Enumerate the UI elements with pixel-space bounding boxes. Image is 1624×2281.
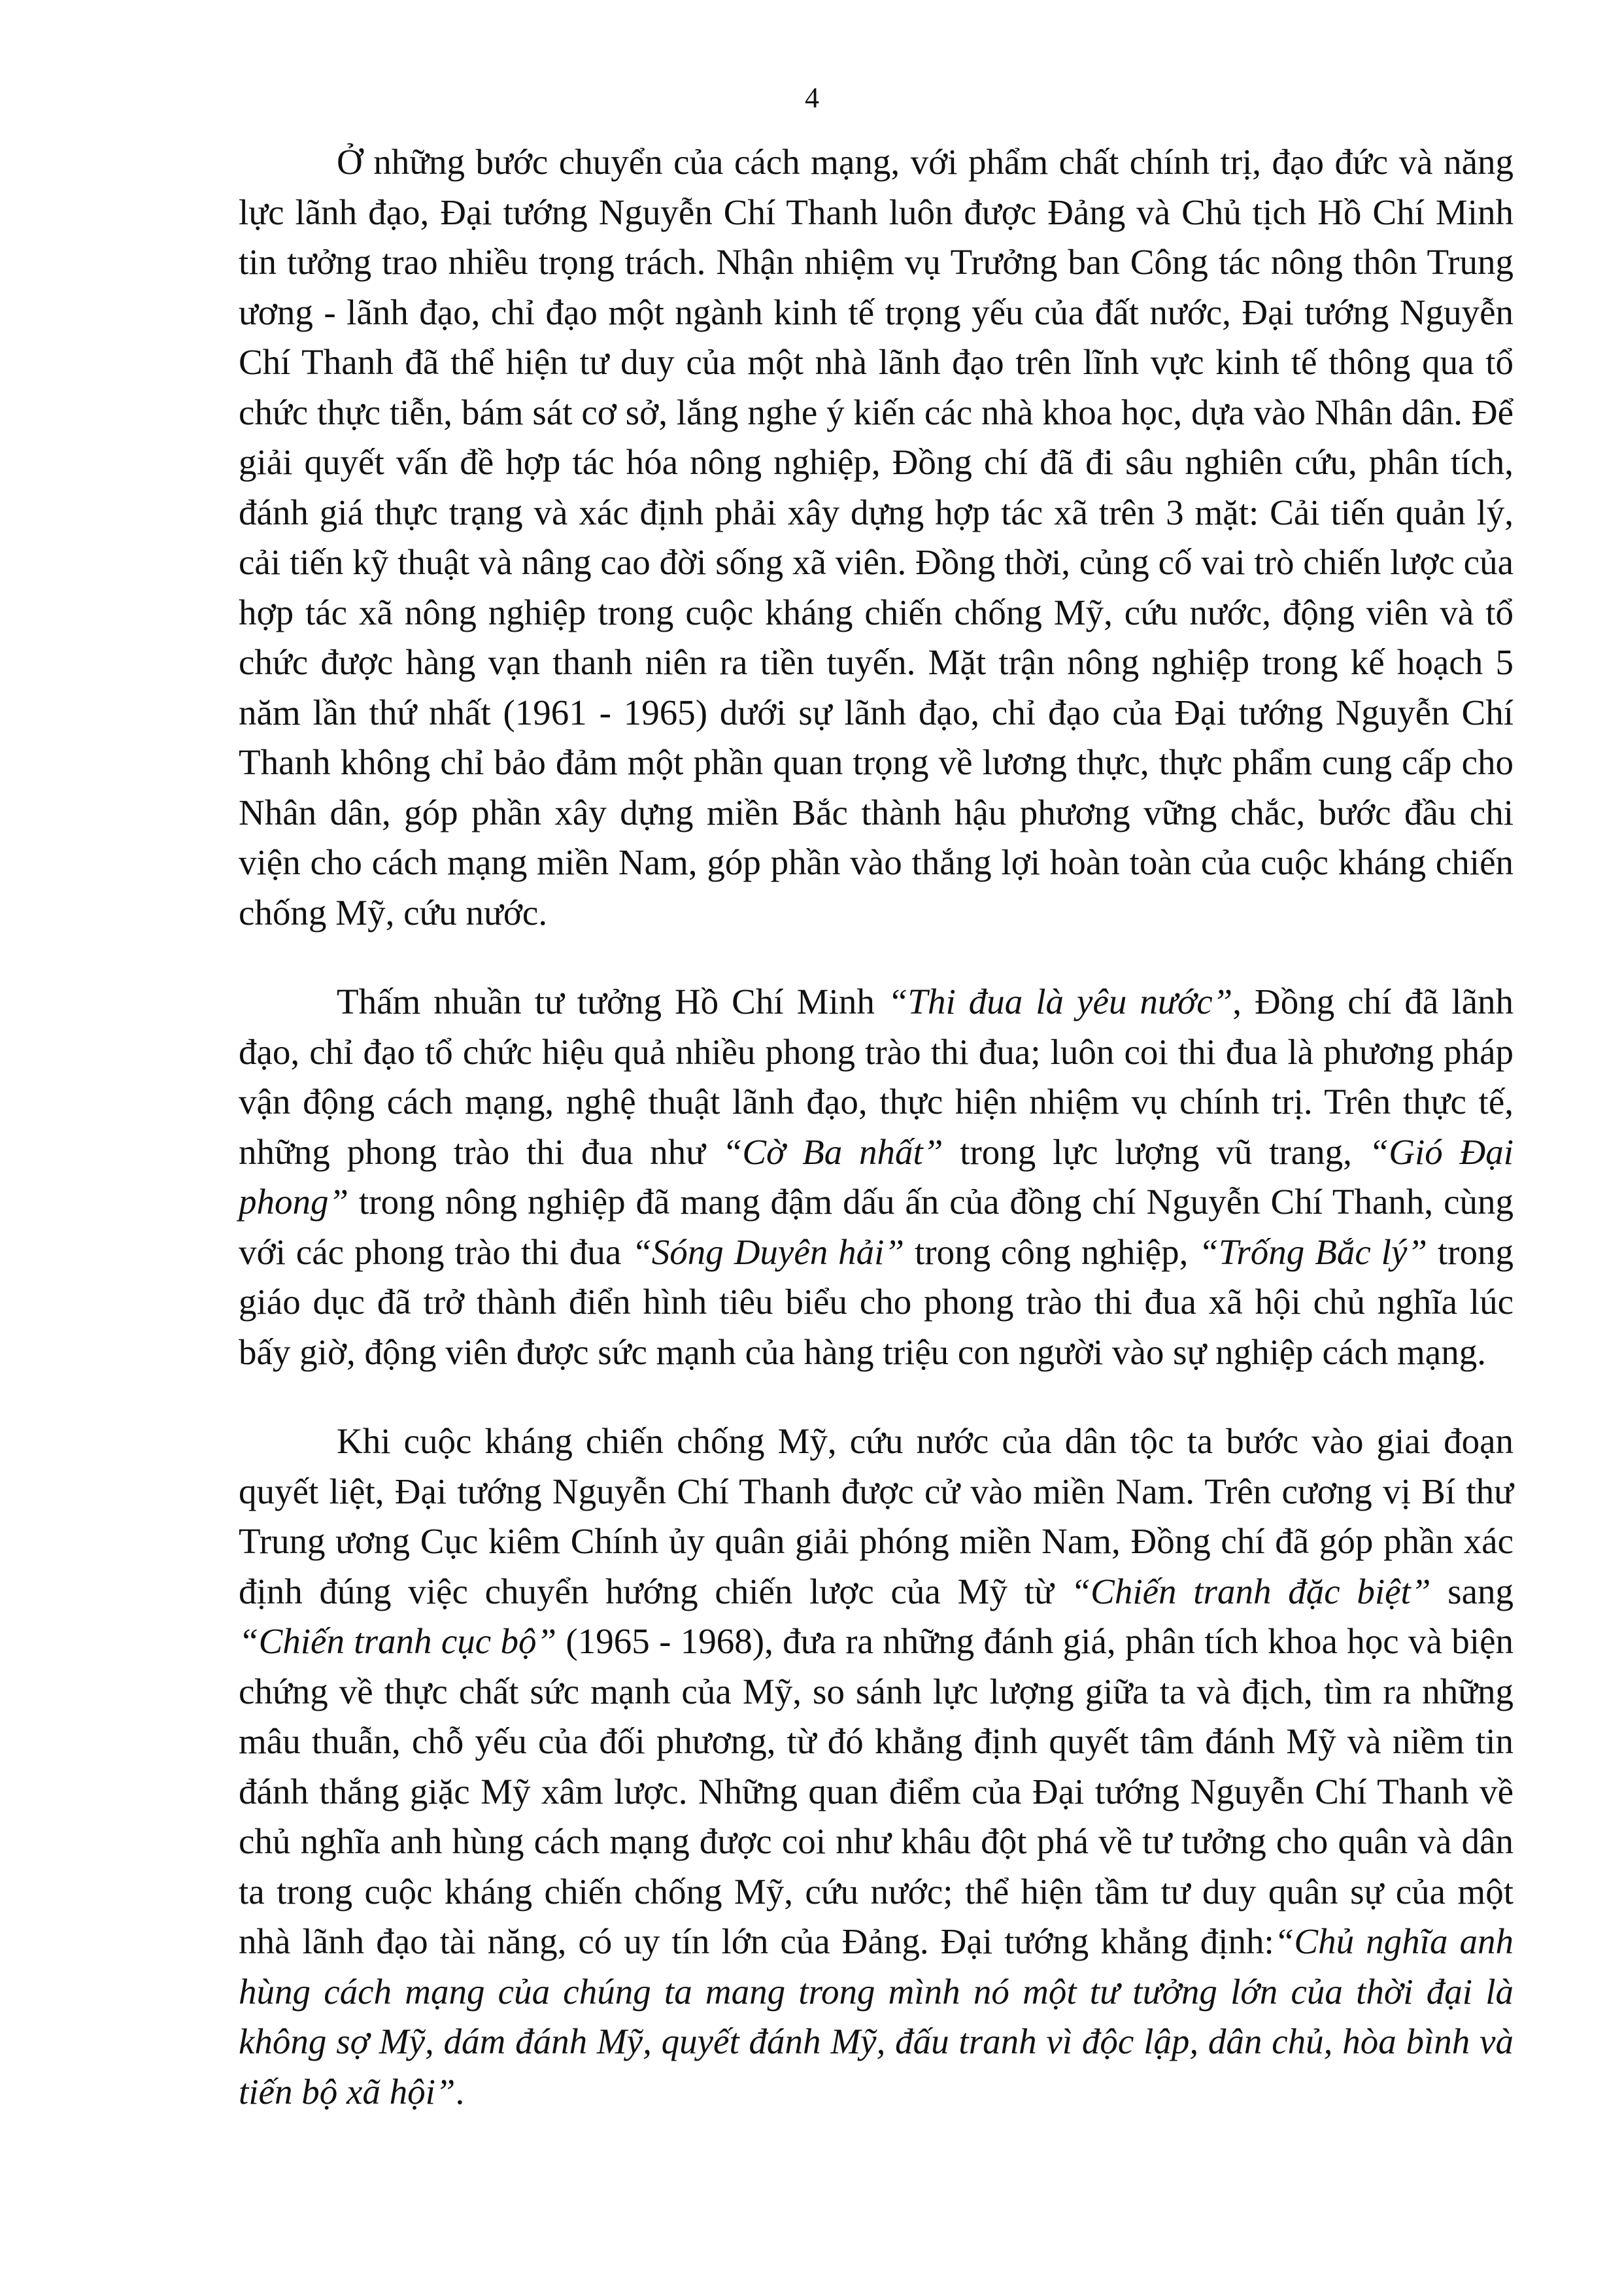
text-segment: , Đồng chí đã lãnh đạo, chỉ đạo tổ chức hiệu quả nhiều phong trào thi đua; luôn coi thi đua là phương pháp vận động cách mạng, nghệ thuật lãnh đạo, thực hiện nhiệm vụ chính trị. Trên thực tế, những phong trào thi đua như (239, 982, 1514, 1172)
paragraph-1-text: Ở những bước chuyển của cách mạng, với phẩm chất chính trị, đạo đức và năng lực lãnh đạo, Đại tướng Nguyễn Chí Thanh luôn được Đảng và Chủ tịch Hồ Chí Minh tin tưởng trao nhiều trọng trách. Nhận nhiệm vụ Trưởng ban Công tác nông thôn Trung ương - lãnh đạo, chỉ đạo một ngành kinh tế trọng yếu của đất nước, Đại tướng Nguyễn Chí Thanh đã thể hiện tư duy của một nhà lãnh đạo trên lĩnh vực kinh tế thông qua tổ chức thực tiễn, bám sát cơ sở, lắng nghe ý kiến các nhà khoa học, dựa vào Nhân dân. Để giải quyết vấn đề hợp tác hóa nông nghiệp, Đồng chí đã đi sâu nghiên cứu, phân tích, đánh giá thực trạng và xác định phải xây dựng hợp tác xã trên 3 mặt: Cải tiến quản lý, cải tiến kỹ thuật và nâng cao đời sống xã viên. Đồng thời, củng cố vai trò chiến lược của hợp tác xã nông nghiệp trong cuộc kháng chiến chống Mỹ, cứu nước, động viên và tổ chức được hàng vạn thanh niên ra tiền tuyến. Mặt trận nông nghiệp trong kế hoạch 5 năm lần thứ nhất (1961 - 1965) dưới sự lãnh đạo, chỉ đạo của Đại tướng Nguyễn Chí Thanh không chỉ bảo đảm một phần quan trọng về lương thực, thực phẩm cung cấp cho Nhân dân, góp phần xây dựng miền Bắc thành hậu phương vững chắc, bước đầu chi viện cho cách mạng miền Nam, góp phần vào thắng lợi hoàn toàn của cuộc kháng chiến chống Mỹ, cứu nước. (239, 142, 1514, 933)
quote-gio-dai-phong: “Gió Đại phong” (239, 1131, 1514, 1222)
text-segment: trong nông nghiệp đã mang đậm dấu ấn của đồng chí Nguyễn Chí Thanh, cùng với các phong trào thi đua (239, 1182, 1514, 1272)
quote-co-ba-nhat: “Cờ Ba nhất” (722, 1131, 943, 1172)
quote-song-duyen-hai: “Sóng Duyên hải” (632, 1231, 905, 1272)
text-segment: Khi cuộc kháng chiến chống Mỹ, cứu nước của dân tộc ta bước vào giai đoạn quyết liệt, Đại tướng Nguyễn Chí Thanh được cử vào miền Nam. Trên cương vị Bí thư Trung ương Cục kiêm Chính ủy quân giải phóng miền Nam, Đồng chí đã góp phần xác định đúng việc chuyển hướng chiến lược của Mỹ từ (239, 1421, 1514, 1611)
paragraph-2 (239, 977, 1514, 1377)
page-number: 4 (805, 82, 819, 114)
text-segment: (1965 - 1968), đưa ra những đánh giá, phân tích khoa học và biện chứng về thực chất sức mạnh của Mỹ, so sánh lực lượng giữa ta và địch, tìm ra những mâu thuẫn, chỗ yếu của đối phương, từ đó khẳng định quyết tâm đánh Mỹ và niềm tin đánh thắng giặc Mỹ xâm lược. Những quan điểm của Đại tướng Nguyễn Chí Thanh về chủ nghĩa anh hùng cách mạng được coi như khâu đột phá về tư tưởng cho quân và dân ta trong cuộc kháng chiến chống Mỹ, cứu nước; thể hiện tầm tư duy quân sự của một nhà lãnh đạo tài năng, có uy tín lớn của Đảng. Đại tướng khẳng định: (239, 1621, 1514, 1961)
text-segment: Thấm nhuần tư tưởng Hồ Chí Minh (337, 982, 888, 1021)
quote-thi-dua-la-yeu-nuoc: “Thi đua là yêu nước” (887, 982, 1233, 1021)
text-segment: trong lực lượng vũ trang, (943, 1131, 1369, 1172)
paragraph-1 (239, 137, 1514, 938)
document-body (239, 137, 1514, 2117)
text-segment: . (455, 2071, 465, 2112)
text-segment: trong giáo dục đã trở thành điển hình tiêu biểu cho phong trào thi đua xã hội chủ nghĩa lúc bấy giờ, động viên được sức mạnh của hàng triệu con người vào sự nghiệp cách mạng. (239, 1231, 1514, 1372)
paragraph-3 (239, 1416, 1514, 2117)
quote-chien-tranh-dac-biet: “Chiến tranh đặc biệt” (1070, 1571, 1431, 1611)
text-segment: trong công nghiệp, (904, 1231, 1199, 1272)
text-segment: sang (1430, 1571, 1514, 1611)
quote-chien-tranh-cuc-bo: “Chiến tranh cục bộ” (239, 1621, 557, 1661)
quote-chu-nghia-anh-hung: “Chủ nghĩa anh hùng cách mạng của chúng ta mang trong mình nó một tư tưởng lớn của thời đại là không sợ Mỹ, dám đánh Mỹ, quyết đánh Mỹ, đấu tranh vì độc lập, dân chủ, hòa bình và tiến bộ xã hội” (239, 1921, 1514, 2112)
quote-trong-bac-ly: “Trống Bắc lý” (1198, 1231, 1427, 1272)
